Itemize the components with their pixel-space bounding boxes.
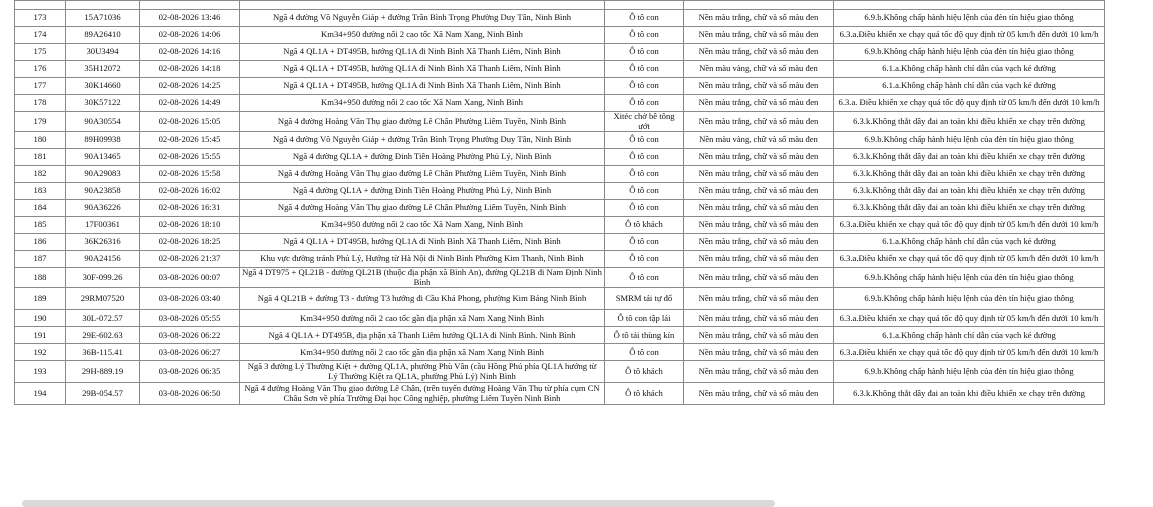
cell-plate-color: Nền màu trắng, chữ và số màu đen — [684, 288, 834, 310]
cell-vehicle-type: Ô tô con — [605, 251, 684, 268]
cell-row-number: 191 — [15, 327, 66, 344]
cell-license-plate: 89H09938 — [66, 132, 140, 149]
cell-row-number: 194 — [15, 383, 66, 405]
cell-violation-time: 02-08-2026 14:06 — [140, 27, 240, 44]
cell-location: Ngã 4 đường Hoàng Văn Thụ giao đường Lê Chân Phường Liêm Tuyền, Ninh Bình — [240, 200, 605, 217]
cell-row-number: 188 — [15, 268, 66, 288]
cell-vehicle-type: Ô tô con — [605, 234, 684, 251]
cell-violation-time: 03-08-2026 06:27 — [140, 344, 240, 361]
cell-row-number: 174 — [15, 27, 66, 44]
cell-license-plate: 90A24156 — [66, 251, 140, 268]
cell-violation-time: 02-08-2026 14:25 — [140, 78, 240, 95]
cell-vehicle-type: Ô tô con — [605, 268, 684, 288]
cell-plate-color: Nền màu trắng, chữ và số màu đen — [684, 149, 834, 166]
cell-violation: 6.3.k.Không thắt dây đai an toàn khi điều khiển xe chạy trên đường — [834, 149, 1105, 166]
cell-vehicle-type: Ô tô con — [605, 149, 684, 166]
cell-row-number: 192 — [15, 344, 66, 361]
cell-violation: 6.1.a.Không chấp hành chỉ dẫn của vạch kẻ đường — [834, 234, 1105, 251]
cell-plate-color: Nền màu vàng, chữ và số màu đen — [684, 132, 834, 149]
table-row — [15, 361, 1105, 383]
cell-violation: 6.3.a.Điều khiển xe chạy quá tốc độ quy định từ 05 km/h đến dưới 10 km/h — [834, 27, 1105, 44]
cell-row-number: 175 — [15, 44, 66, 61]
cell-violation: 6.9.b.Không chấp hành hiệu lệnh của đèn tín hiệu giao thông — [834, 268, 1105, 288]
cell-license-plate: 15A71036 — [66, 10, 140, 27]
table-row — [15, 61, 1105, 78]
cell-location: Ngã 4 QL1A + DT495B, địa phận xã Thanh Liêm hướng QL1A đi Ninh Bình. Ninh Bình — [240, 327, 605, 344]
cell-violation: 6.9.b.Không chấp hành hiệu lệnh của đèn tín hiệu giao thông — [834, 10, 1105, 27]
cell-violation-time: 03-08-2026 05:55 — [140, 310, 240, 327]
cell-location: Ngã 4 đường Hoàng Văn Thụ giao đường Lê Chân Phường Liêm Tuyền, Ninh Bình — [240, 112, 605, 132]
cell-plate-color: Nền màu trắng, chữ và số màu đen — [684, 27, 834, 44]
cell-vehicle-type: Ô tô khách — [605, 383, 684, 405]
cell-violation-time: 02-08-2026 16:02 — [140, 183, 240, 200]
cell-vehicle-type: Ô tô con — [605, 344, 684, 361]
cell-vehicle-type: Ô tô con — [605, 95, 684, 112]
cell-vehicle-type: Ô tô khách — [605, 361, 684, 383]
table-row — [15, 268, 1105, 288]
cell-license-plate: 90A36226 — [66, 200, 140, 217]
cell-license-plate: 30K14660 — [66, 78, 140, 95]
cell-vehicle-type: Ô tô con — [605, 78, 684, 95]
cell-license-plate: 29H-889.19 — [66, 361, 140, 383]
cell-location: Ngã 3 đường Lý Thường Kiệt + đường QL1A, phường Phù Vân (cầu Hồng Phú phía QL1A hướng từ Lý Thường Kiệt ra QL1A, phường Phủ Lý) Ninh Bình — [240, 361, 605, 383]
cell-location: Ngã 4 QL1A + DT495B, hướng QL1A đi Ninh Bình Xã Thanh Liêm, Ninh Bình — [240, 78, 605, 95]
cell-location: Km34+950 đường nối 2 cao tốc Xã Nam Xang, Ninh Bình — [240, 27, 605, 44]
table-row — [15, 383, 1105, 405]
cell-violation-time: 02-08-2026 14:16 — [140, 44, 240, 61]
cell-row-number: 173 — [15, 10, 66, 27]
cell-violation: 6.3.a. Điều khiển xe chạy quá tốc độ quy định từ 05 km/h đến dưới 10 km/h — [834, 95, 1105, 112]
cell-violation: 6.1.a.Không chấp hành chỉ dẫn của vạch kẻ đường — [834, 327, 1105, 344]
cell-license-plate: 90A29083 — [66, 166, 140, 183]
cell-license-plate: 17F00361 — [66, 217, 140, 234]
cell-plate-color: Nền màu trắng, chữ và số màu đen — [684, 78, 834, 95]
cell-license-plate: 30K57122 — [66, 95, 140, 112]
cell-violation: 6.3.k.Không thắt dây đai an toàn khi điều khiển xe chạy trên đường — [834, 200, 1105, 217]
table-row — [15, 200, 1105, 217]
table-row — [15, 310, 1105, 327]
cell-plate-color: Nền màu trắng, chữ và số màu đen — [684, 268, 834, 288]
cell-plate-color: Nền màu trắng, chữ và số màu đen — [684, 112, 834, 132]
cell-violation: 6.9.b.Không chấp hành hiệu lệnh của đèn tín hiệu giao thông — [834, 44, 1105, 61]
cell-location: Km34+950 đường nối 2 cao tốc gần địa phận xã Nam Xang Ninh Bình — [240, 344, 605, 361]
cell-plate-color: Nền màu trắng, chữ và số màu đen — [684, 10, 834, 27]
cell-row-number: 181 — [15, 149, 66, 166]
cell-violation-time: 02-08-2026 14:49 — [140, 95, 240, 112]
cell-violation: 6.1.a.Không chấp hành chỉ dẫn của vạch kẻ đường — [834, 78, 1105, 95]
cell-vehicle-type: Ô tô khách — [605, 217, 684, 234]
cell-row-number: 185 — [15, 217, 66, 234]
cell-plate-color: Nền màu trắng, chữ và số màu đen — [684, 183, 834, 200]
cell-violation-time: 02-08-2026 21:37 — [140, 251, 240, 268]
cell-license-plate: 29E-602.63 — [66, 327, 140, 344]
cell-violation-time: 02-08-2026 14:18 — [140, 61, 240, 78]
cell-vehicle-type: Xitéc chở bê tông ướt — [605, 112, 684, 132]
cell-vehicle-type: Ô tô con — [605, 166, 684, 183]
cell-row-number: 187 — [15, 251, 66, 268]
cell-violation: 6.9.b.Không chấp hành hiệu lệnh của đèn tín hiệu giao thông — [834, 361, 1105, 383]
table-row — [15, 344, 1105, 361]
cell-plate-color: Nền màu trắng, chữ và số màu đen — [684, 234, 834, 251]
cell-license-plate: 29RM07520 — [66, 288, 140, 310]
violation-table — [14, 0, 1105, 405]
table-row — [15, 327, 1105, 344]
cell-row-number: 190 — [15, 310, 66, 327]
cell-row-number: 182 — [15, 166, 66, 183]
cell-plate-color: Nền màu trắng, chữ và số màu đen — [684, 217, 834, 234]
cell-vehicle-type: Ô tô con — [605, 61, 684, 78]
cell-vehicle-type: Ô tô con — [605, 132, 684, 149]
cell-plate-color: Nền màu trắng, chữ và số màu đen — [684, 166, 834, 183]
cell-license-plate: 30F-099.26 — [66, 268, 140, 288]
cell-license-plate: 36B-115.41 — [66, 344, 140, 361]
cell-license-plate: 30L-072.57 — [66, 310, 140, 327]
cell-location: Ngã 4 đường Hoàng Văn Thụ giao đường Lê Chân Phường Liêm Tuyền, Ninh Bình — [240, 166, 605, 183]
cell-license-plate: 89A26410 — [66, 27, 140, 44]
table-row — [15, 149, 1105, 166]
table-row — [15, 27, 1105, 44]
cell-violation-time: 02-08-2026 18:10 — [140, 217, 240, 234]
cell-location: Ngã 4 đường Võ Nguyễn Giáp + đường Trần Bình Trọng Phường Duy Tân, Ninh Bình — [240, 10, 605, 27]
cell-location: Khu vực đường tránh Phủ Lý, Hướng từ Hà Nội đi Ninh Bình Phường Kim Thanh, Ninh Bình — [240, 251, 605, 268]
cell-plate-color: Nền màu trắng, chữ và số màu đen — [684, 344, 834, 361]
cell-location: Ngã 4 QL1A + DT495B, hướng QL1A đi Ninh Bình Xã Thanh Liêm, Ninh Bình — [240, 234, 605, 251]
cell-violation-time: 02-08-2026 15:05 — [140, 112, 240, 132]
cell-violation: 6.3.k.Không thắt dây đai an toàn khi điều khiển xe chạy trên đường — [834, 383, 1105, 405]
cell-violation-time: 02-08-2026 13:46 — [140, 10, 240, 27]
cell-vehicle-type: Ô tô con — [605, 27, 684, 44]
cell-violation: 6.3.a.Điều khiển xe chạy quá tốc độ quy định từ 05 km/h đến dưới 10 km/h — [834, 310, 1105, 327]
cell-row-number: 177 — [15, 78, 66, 95]
cell-row-number: 186 — [15, 234, 66, 251]
table-row — [15, 132, 1105, 149]
cell-location: Ngã 4 đường Hoàng Văn Thụ giao đường Lê Chân, (trên tuyến đường Hoàng Văn Thụ từ phía cụm CN Châu Sơn về phía Trường Đại học Công nghiệp, phường Liêm Tuyền Ninh Bình — [240, 383, 605, 405]
cell-vehicle-type: SMRM tải tự đổ — [605, 288, 684, 310]
cell-violation-time: 03-08-2026 00:07 — [140, 268, 240, 288]
table-row — [15, 234, 1105, 251]
table-row — [15, 95, 1105, 112]
cell-violation-time: 02-08-2026 15:45 — [140, 132, 240, 149]
cell-location: Ngã 4 QL21B + đường T3 - đường T3 hướng đi Cầu Khả Phong, phường Kim Bảng Ninh Bình — [240, 288, 605, 310]
cell-location: Ngã 4 QL1A + DT495B, hướng QL1A đi Ninh Bình Xã Thanh Liêm, Ninh Bình — [240, 61, 605, 78]
cell-row-number: 184 — [15, 200, 66, 217]
cell-violation-time: 02-08-2026 15:55 — [140, 149, 240, 166]
cell-location: Ngã 4 QL1A + DT495B, hướng QL1A đi Ninh Bình Xã Thanh Liêm, Ninh Bình — [240, 44, 605, 61]
cell-license-plate: 29B-054.57 — [66, 383, 140, 405]
cell-violation: 6.9.b.Không chấp hành hiệu lệnh của đèn tín hiệu giao thông — [834, 132, 1105, 149]
violation-table-container — [14, 0, 1105, 405]
cell-row-number: 189 — [15, 288, 66, 310]
cell-row-number: 180 — [15, 132, 66, 149]
cell-plate-color: Nền màu trắng, chữ và số màu đen — [684, 251, 834, 268]
cell-violation: 6.1.a.Không chấp hành chỉ dẫn của vạch kẻ đường — [834, 61, 1105, 78]
table-row — [15, 183, 1105, 200]
cell-row-number: 183 — [15, 183, 66, 200]
horizontal-scrollbar[interactable] — [22, 500, 775, 507]
cell-location: Ngã 4 đường QL1A + đường Đinh Tiên Hoàng Phường Phủ Lý, Ninh Bình — [240, 183, 605, 200]
cell-violation-time: 02-08-2026 18:25 — [140, 234, 240, 251]
cell-plate-color: Nền màu vàng, chữ và số màu đen — [684, 61, 834, 78]
cell-violation-time: 03-08-2026 03:40 — [140, 288, 240, 310]
cell-location: Ngã 4 DT975 + QL21B - đường QL21B (thuộc địa phận xã Bình An), đường QL21B đi Nam Định Ninh Bình — [240, 268, 605, 288]
cell-vehicle-type: Ô tô con — [605, 10, 684, 27]
cell-plate-color: Nền màu trắng, chữ và số màu đen — [684, 327, 834, 344]
cell-vehicle-type: Ô tô tải thùng kín — [605, 327, 684, 344]
cell-license-plate: 90A30554 — [66, 112, 140, 132]
cell-location: Km34+950 đường nối 2 cao tốc Xã Nam Xang, Ninh Bình — [240, 95, 605, 112]
cell-violation-time: 03-08-2026 06:35 — [140, 361, 240, 383]
cell-violation-time: 02-08-2026 16:31 — [140, 200, 240, 217]
cell-plate-color: Nền màu trắng, chữ và số màu đen — [684, 383, 834, 405]
table-row — [15, 288, 1105, 310]
cell-location: Km34+950 đường nối 2 cao tốc Xã Nam Xang, Ninh Bình — [240, 217, 605, 234]
table-row — [15, 78, 1105, 95]
cell-violation: 6.9.b.Không chấp hành hiệu lệnh của đèn tín hiệu giao thông — [834, 288, 1105, 310]
cell-row-number: 179 — [15, 112, 66, 132]
cell-vehicle-type: Ô tô con — [605, 183, 684, 200]
cell-violation-time: 03-08-2026 06:22 — [140, 327, 240, 344]
cell-row-number: 178 — [15, 95, 66, 112]
cell-license-plate: 90A13465 — [66, 149, 140, 166]
cell-row-number: 176 — [15, 61, 66, 78]
cell-plate-color: Nền màu trắng, chữ và số màu đen — [684, 310, 834, 327]
table-row-partial-top — [15, 1, 1105, 10]
cell-location: Km34+950 đường nối 2 cao tốc gần địa phận xã Nam Xang Ninh Bình — [240, 310, 605, 327]
cell-plate-color: Nền màu trắng, chữ và số màu đen — [684, 361, 834, 383]
cell-violation: 6.3.a.Điều khiển xe chạy quá tốc độ quy định từ 05 km/h đến dưới 10 km/h — [834, 217, 1105, 234]
cell-vehicle-type: Ô tô con — [605, 200, 684, 217]
cell-plate-color: Nền màu trắng, chữ và số màu đen — [684, 95, 834, 112]
cell-violation: 6.3.k.Không thắt dây đai an toàn khi điều khiển xe chạy trên đường — [834, 183, 1105, 200]
cell-violation: 6.3.k.Không thắt dây đai an toàn khi điều khiển xe chạy trên đường — [834, 166, 1105, 183]
cell-violation: 6.3.a.Điều khiển xe chạy quá tốc độ quy định từ 05 km/h đến dưới 10 km/h — [834, 344, 1105, 361]
cell-license-plate: 30U3494 — [66, 44, 140, 61]
cell-license-plate: 36K26316 — [66, 234, 140, 251]
cell-plate-color: Nền màu trắng, chữ và số màu đen — [684, 200, 834, 217]
table-row — [15, 251, 1105, 268]
table-row — [15, 217, 1105, 234]
cell-plate-color: Nền màu trắng, chữ và số màu đen — [684, 44, 834, 61]
table-row — [15, 166, 1105, 183]
table-row — [15, 44, 1105, 61]
cell-vehicle-type: Ô tô con — [605, 44, 684, 61]
cell-violation: 6.3.a.Điều khiển xe chạy quá tốc độ quy định từ 05 km/h đến dưới 10 km/h — [834, 251, 1105, 268]
cell-license-plate: 35H12072 — [66, 61, 140, 78]
cell-license-plate: 90A23858 — [66, 183, 140, 200]
cell-row-number: 193 — [15, 361, 66, 383]
cell-violation-time: 02-08-2026 15:58 — [140, 166, 240, 183]
violation-table-body — [15, 1, 1105, 405]
cell-location: Ngã 4 đường QL1A + đường Đinh Tiên Hoàng Phường Phủ Lý, Ninh Bình — [240, 149, 605, 166]
cell-vehicle-type: Ô tô con tập lái — [605, 310, 684, 327]
table-row — [15, 10, 1105, 27]
table-row — [15, 112, 1105, 132]
cell-violation: 6.3.k.Không thắt dây đai an toàn khi điều khiển xe chạy trên đường — [834, 112, 1105, 132]
cell-violation-time: 03-08-2026 06:50 — [140, 383, 240, 405]
cell-location: Ngã 4 đường Võ Nguyễn Giáp + đường Trần Bình Trọng Phường Duy Tân, Ninh Bình — [240, 132, 605, 149]
